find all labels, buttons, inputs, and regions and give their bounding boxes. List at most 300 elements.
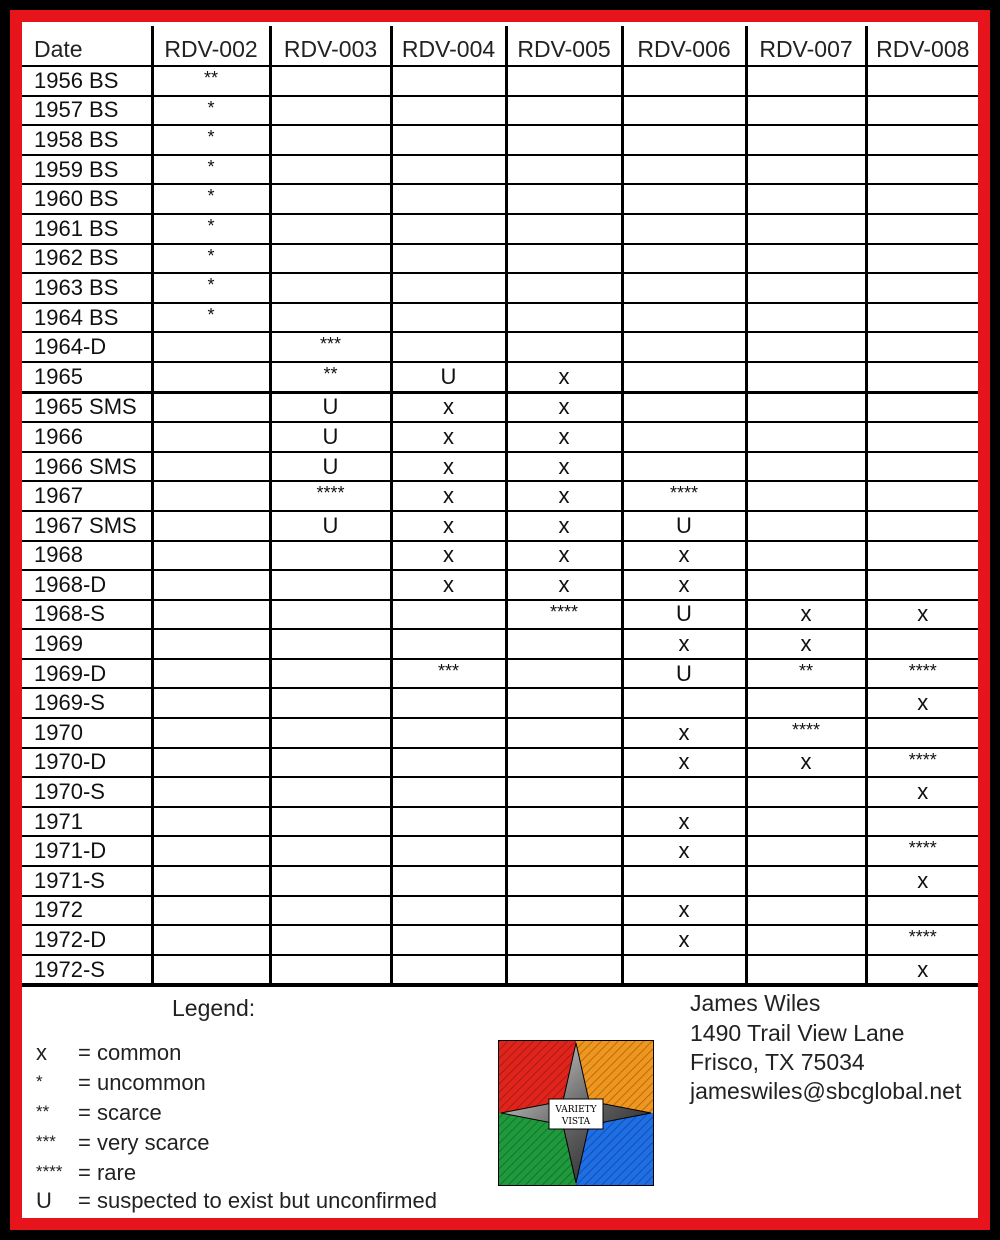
date-cell: 1972 bbox=[22, 896, 152, 926]
rarity-cell bbox=[506, 955, 622, 986]
table-row bbox=[22, 688, 978, 718]
table-row bbox=[22, 600, 978, 630]
contact-city: Frisco, TX 75034 bbox=[690, 1049, 865, 1075]
rarity-cell: x bbox=[622, 629, 746, 659]
rarity-cell bbox=[270, 925, 391, 955]
column-header-rdv-006: RDV-006 bbox=[622, 26, 746, 66]
rarity-cell bbox=[506, 688, 622, 718]
date-cell: 1967 bbox=[22, 481, 152, 511]
rarity-cell bbox=[270, 688, 391, 718]
rarity-cell bbox=[152, 362, 270, 392]
date-cell: 1971-D bbox=[22, 836, 152, 866]
date-cell: 1962 BS bbox=[22, 244, 152, 274]
rarity-cell: x bbox=[866, 777, 978, 807]
rarity-cell bbox=[622, 125, 746, 155]
rarity-cell bbox=[152, 748, 270, 778]
date-cell: 1964-D bbox=[22, 332, 152, 362]
date-cell: 1965 bbox=[22, 362, 152, 392]
column-header-rdv-002: RDV-002 bbox=[152, 26, 270, 66]
rarity-cell bbox=[746, 511, 866, 541]
rarity-cell: x bbox=[506, 392, 622, 422]
rarity-cell bbox=[866, 184, 978, 214]
rarity-cell bbox=[270, 896, 391, 926]
rarity-cell bbox=[622, 422, 746, 452]
rarity-cell bbox=[270, 96, 391, 126]
rarity-cell bbox=[391, 155, 506, 185]
rarity-cell: x bbox=[866, 688, 978, 718]
rarity-cell bbox=[391, 332, 506, 362]
table-row bbox=[22, 392, 978, 422]
date-cell: 1957 BS bbox=[22, 96, 152, 126]
table-row bbox=[22, 362, 978, 392]
rarity-cell bbox=[270, 600, 391, 630]
contact-street: 1490 Trail View Lane bbox=[690, 1020, 905, 1046]
table-row bbox=[22, 807, 978, 837]
logo-text-vista: VISTA bbox=[561, 1117, 591, 1127]
date-cell: 1970-D bbox=[22, 748, 152, 778]
table-row bbox=[22, 155, 978, 185]
rarity-cell: x bbox=[391, 570, 506, 600]
date-cell: 1970-S bbox=[22, 777, 152, 807]
rarity-cell: x bbox=[622, 836, 746, 866]
rarity-cell bbox=[391, 836, 506, 866]
rarity-cell bbox=[866, 511, 978, 541]
rarity-cell bbox=[270, 570, 391, 600]
rarity-cell bbox=[506, 273, 622, 303]
rarity-cell bbox=[622, 214, 746, 244]
legend-definition: = rare bbox=[78, 1160, 137, 1185]
rarity-cell bbox=[622, 96, 746, 126]
rarity-cell: **** bbox=[866, 836, 978, 866]
rarity-cell: U bbox=[270, 452, 391, 482]
rarity-cell bbox=[746, 125, 866, 155]
rarity-cell bbox=[866, 452, 978, 482]
rarity-cell bbox=[506, 244, 622, 274]
rarity-cell: U bbox=[270, 422, 391, 452]
rarity-cell bbox=[622, 777, 746, 807]
date-cell: 1960 BS bbox=[22, 184, 152, 214]
table-row bbox=[22, 184, 978, 214]
rarity-cell bbox=[506, 866, 622, 896]
rarity-cell: * bbox=[152, 244, 270, 274]
date-cell: 1961 BS bbox=[22, 214, 152, 244]
rarity-cell bbox=[391, 214, 506, 244]
rarity-cell bbox=[622, 866, 746, 896]
date-cell: 1958 BS bbox=[22, 125, 152, 155]
rarity-cell bbox=[270, 748, 391, 778]
rarity-cell bbox=[152, 570, 270, 600]
rarity-cell: x bbox=[866, 955, 978, 986]
date-cell: 1959 BS bbox=[22, 155, 152, 185]
column-header-rdv-008: RDV-008 bbox=[866, 26, 978, 66]
date-cell: 1969-D bbox=[22, 659, 152, 689]
rarity-cell bbox=[391, 244, 506, 274]
rarity-cell bbox=[391, 866, 506, 896]
date-cell: 1965 SMS bbox=[22, 392, 152, 422]
legend-definition: = scarce bbox=[78, 1100, 162, 1125]
rarity-cell bbox=[391, 273, 506, 303]
rarity-cell bbox=[866, 303, 978, 333]
rarity-cell bbox=[391, 955, 506, 986]
rarity-cell bbox=[152, 688, 270, 718]
rarity-cell bbox=[622, 392, 746, 422]
rarity-cell: **** bbox=[506, 600, 622, 630]
rarity-cell bbox=[746, 452, 866, 482]
rarity-cell: * bbox=[152, 125, 270, 155]
rarity-cell: U bbox=[622, 659, 746, 689]
rarity-cell: x bbox=[746, 748, 866, 778]
legend-definition: = suspected to exist but unconfirmed bbox=[78, 1188, 437, 1213]
rarity-cell: x bbox=[746, 629, 866, 659]
legend-definition: = common bbox=[78, 1040, 182, 1065]
rarity-cell: U bbox=[622, 600, 746, 630]
rarity-cell: * bbox=[152, 96, 270, 126]
rarity-cell bbox=[506, 66, 622, 96]
date-cell: 1956 BS bbox=[22, 66, 152, 96]
rarity-cell: x bbox=[622, 570, 746, 600]
rarity-cell: **** bbox=[622, 481, 746, 511]
rarity-cell bbox=[391, 718, 506, 748]
legend-symbol: *** bbox=[36, 1132, 56, 1151]
table-row bbox=[22, 511, 978, 541]
legend-definition: = uncommon bbox=[78, 1070, 206, 1095]
rarity-cell: **** bbox=[270, 481, 391, 511]
rarity-cell bbox=[270, 955, 391, 986]
date-cell: 1968 bbox=[22, 541, 152, 571]
rarity-cell: * bbox=[152, 273, 270, 303]
rarity-cell bbox=[622, 244, 746, 274]
rarity-cell: U bbox=[622, 511, 746, 541]
contact-name: James Wiles bbox=[690, 990, 821, 1016]
rarity-cell bbox=[746, 896, 866, 926]
rarity-cell bbox=[866, 807, 978, 837]
rarity-cell: x bbox=[866, 866, 978, 896]
rarity-cell bbox=[152, 777, 270, 807]
rarity-cell bbox=[391, 125, 506, 155]
rarity-cell: x bbox=[622, 896, 746, 926]
table-row bbox=[22, 481, 978, 511]
column-header-date: Date bbox=[22, 26, 152, 66]
rarity-cell bbox=[152, 332, 270, 362]
rarity-cell bbox=[152, 807, 270, 837]
rarity-cell bbox=[866, 392, 978, 422]
rarity-cell bbox=[152, 481, 270, 511]
rarity-cell bbox=[746, 214, 866, 244]
rarity-cell bbox=[506, 184, 622, 214]
rarity-cell: * bbox=[152, 303, 270, 333]
table-row bbox=[22, 273, 978, 303]
rarity-cell bbox=[270, 125, 391, 155]
legend-definition: = very scarce bbox=[78, 1130, 210, 1155]
rarity-cell bbox=[506, 777, 622, 807]
rarity-cell bbox=[270, 66, 391, 96]
date-cell: 1966 SMS bbox=[22, 452, 152, 482]
table-row bbox=[22, 748, 978, 778]
rarity-cell bbox=[152, 925, 270, 955]
legend-symbol: x bbox=[36, 1040, 47, 1065]
rarity-cell: x bbox=[391, 422, 506, 452]
table-body bbox=[22, 66, 978, 985]
table-row bbox=[22, 570, 978, 600]
rarity-cell bbox=[866, 214, 978, 244]
rarity-cell bbox=[270, 155, 391, 185]
date-cell: 1969-S bbox=[22, 688, 152, 718]
rarity-cell bbox=[746, 807, 866, 837]
table-row bbox=[22, 96, 978, 126]
table-row bbox=[22, 777, 978, 807]
rarity-cell bbox=[746, 688, 866, 718]
rarity-cell: x bbox=[506, 570, 622, 600]
rarity-cell: ** bbox=[270, 362, 391, 392]
legend-symbol: U bbox=[36, 1188, 52, 1213]
column-header-rdv-004: RDV-004 bbox=[391, 26, 506, 66]
table-header-row bbox=[22, 26, 978, 66]
rarity-cell bbox=[506, 807, 622, 837]
rarity-cell bbox=[152, 659, 270, 689]
date-cell: 1968-S bbox=[22, 600, 152, 630]
rarity-cell bbox=[270, 214, 391, 244]
rarity-cell bbox=[622, 452, 746, 482]
rarity-cell bbox=[152, 718, 270, 748]
rarity-cell bbox=[391, 303, 506, 333]
rarity-cell bbox=[391, 600, 506, 630]
rarity-cell: ** bbox=[746, 659, 866, 689]
rarity-cell bbox=[746, 155, 866, 185]
rarity-cell bbox=[866, 481, 978, 511]
rarity-cell bbox=[866, 541, 978, 571]
rarity-cell bbox=[746, 836, 866, 866]
table-row bbox=[22, 718, 978, 748]
rarity-cell bbox=[866, 96, 978, 126]
rarity-cell bbox=[622, 688, 746, 718]
table-row bbox=[22, 303, 978, 333]
rarity-cell bbox=[746, 392, 866, 422]
rarity-cell bbox=[506, 659, 622, 689]
rarity-cell bbox=[866, 155, 978, 185]
rarity-cell bbox=[270, 273, 391, 303]
rarity-cell: x bbox=[506, 452, 622, 482]
rarity-cell bbox=[270, 807, 391, 837]
rarity-cell: **** bbox=[746, 718, 866, 748]
table-row bbox=[22, 925, 978, 955]
rarity-cell bbox=[391, 807, 506, 837]
logo-text-variety: VARIETY bbox=[555, 1105, 597, 1115]
table-row bbox=[22, 214, 978, 244]
rarity-cell bbox=[152, 511, 270, 541]
rarity-cell bbox=[391, 896, 506, 926]
rarity-cell bbox=[506, 332, 622, 362]
rarity-cell bbox=[622, 155, 746, 185]
rarity-cell bbox=[506, 718, 622, 748]
rarity-cell bbox=[622, 362, 746, 392]
rarity-cell bbox=[746, 481, 866, 511]
rarity-cell bbox=[866, 718, 978, 748]
rarity-cell: * bbox=[152, 155, 270, 185]
rarity-cell bbox=[270, 244, 391, 274]
rarity-cell bbox=[746, 332, 866, 362]
rarity-cell bbox=[391, 777, 506, 807]
rarity-cell: U bbox=[391, 362, 506, 392]
table-row bbox=[22, 896, 978, 926]
rarity-cell bbox=[152, 422, 270, 452]
table-row bbox=[22, 66, 978, 96]
date-cell: 1972-S bbox=[22, 955, 152, 986]
rarity-cell bbox=[746, 184, 866, 214]
rarity-cell: x bbox=[506, 511, 622, 541]
date-cell: 1967 SMS bbox=[22, 511, 152, 541]
rarity-cell: x bbox=[866, 600, 978, 630]
table-row bbox=[22, 866, 978, 896]
legend-symbol: * bbox=[36, 1072, 43, 1091]
rarity-cell bbox=[270, 718, 391, 748]
date-cell: 1966 bbox=[22, 422, 152, 452]
rarity-cell bbox=[866, 273, 978, 303]
table-row bbox=[22, 659, 978, 689]
rarity-cell bbox=[152, 541, 270, 571]
rarity-cell: U bbox=[270, 511, 391, 541]
rarity-cell bbox=[866, 125, 978, 155]
date-cell: 1972-D bbox=[22, 925, 152, 955]
rarity-cell bbox=[622, 184, 746, 214]
rarity-cell: x bbox=[746, 600, 866, 630]
rarity-cell bbox=[622, 66, 746, 96]
rarity-cell bbox=[866, 422, 978, 452]
legend-symbol: **** bbox=[36, 1162, 63, 1181]
rarity-cell: U bbox=[270, 392, 391, 422]
rarity-cell bbox=[746, 303, 866, 333]
rarity-cell bbox=[152, 866, 270, 896]
rarity-cell bbox=[746, 570, 866, 600]
date-cell: 1971 bbox=[22, 807, 152, 837]
rarity-cell bbox=[746, 925, 866, 955]
date-cell: 1970 bbox=[22, 718, 152, 748]
column-header-rdv-005: RDV-005 bbox=[506, 26, 622, 66]
legend-title: Legend: bbox=[172, 995, 256, 1021]
rarity-cell bbox=[270, 777, 391, 807]
rarity-cell bbox=[622, 955, 746, 986]
table-row bbox=[22, 955, 978, 986]
rarity-cell bbox=[746, 422, 866, 452]
rarity-cell: x bbox=[622, 541, 746, 571]
table-row bbox=[22, 244, 978, 274]
rarity-cell bbox=[391, 96, 506, 126]
table-row bbox=[22, 332, 978, 362]
date-cell: 1971-S bbox=[22, 866, 152, 896]
rarity-cell bbox=[746, 866, 866, 896]
rarity-cell: x bbox=[391, 392, 506, 422]
date-cell: 1969 bbox=[22, 629, 152, 659]
rarity-cell: x bbox=[622, 748, 746, 778]
rarity-cell bbox=[391, 688, 506, 718]
table-row bbox=[22, 629, 978, 659]
rarity-cell: x bbox=[506, 362, 622, 392]
rarity-cell bbox=[270, 629, 391, 659]
rarity-cell: *** bbox=[391, 659, 506, 689]
rarity-cell: *** bbox=[270, 332, 391, 362]
rarity-cell bbox=[746, 244, 866, 274]
rarity-cell: **** bbox=[866, 659, 978, 689]
rarity-cell bbox=[866, 629, 978, 659]
variety-vista-logo bbox=[498, 1040, 654, 1186]
rarity-cell bbox=[866, 570, 978, 600]
rarity-cell bbox=[506, 896, 622, 926]
rarity-cell: x bbox=[391, 452, 506, 482]
rarity-cell bbox=[270, 836, 391, 866]
rarity-cell: * bbox=[152, 214, 270, 244]
rarity-cell bbox=[506, 925, 622, 955]
table-row bbox=[22, 422, 978, 452]
rarity-cell bbox=[506, 214, 622, 244]
column-header-rdv-007: RDV-007 bbox=[746, 26, 866, 66]
rarity-cell bbox=[506, 748, 622, 778]
table-row bbox=[22, 836, 978, 866]
date-cell: 1964 BS bbox=[22, 303, 152, 333]
rarity-cell bbox=[270, 184, 391, 214]
rarity-cell bbox=[866, 244, 978, 274]
rarity-cell: x bbox=[506, 541, 622, 571]
rarity-cell bbox=[866, 332, 978, 362]
rarity-cell bbox=[152, 896, 270, 926]
rarity-cell bbox=[270, 659, 391, 689]
rarity-cell bbox=[506, 303, 622, 333]
rarity-cell bbox=[866, 896, 978, 926]
rarity-cell bbox=[746, 777, 866, 807]
rarity-cell bbox=[746, 273, 866, 303]
rarity-cell bbox=[746, 66, 866, 96]
rarity-cell bbox=[391, 748, 506, 778]
rarity-cell bbox=[152, 600, 270, 630]
rarity-cell bbox=[152, 955, 270, 986]
variety-table bbox=[22, 26, 978, 987]
rarity-cell bbox=[506, 96, 622, 126]
rarity-cell bbox=[746, 362, 866, 392]
date-cell: 1963 BS bbox=[22, 273, 152, 303]
rarity-cell bbox=[746, 541, 866, 571]
legend-symbol: ** bbox=[36, 1102, 50, 1121]
rarity-cell: x bbox=[622, 807, 746, 837]
rarity-cell: x bbox=[506, 422, 622, 452]
rarity-cell bbox=[152, 452, 270, 482]
column-header-rdv-003: RDV-003 bbox=[270, 26, 391, 66]
contact-email: jameswiles@sbcglobal.net bbox=[690, 1078, 962, 1104]
rarity-cell: x bbox=[391, 481, 506, 511]
rarity-cell bbox=[866, 66, 978, 96]
rarity-cell bbox=[506, 836, 622, 866]
rarity-cell bbox=[152, 836, 270, 866]
rarity-cell: **** bbox=[866, 925, 978, 955]
rarity-cell: x bbox=[622, 718, 746, 748]
table-row bbox=[22, 452, 978, 482]
rarity-cell bbox=[152, 392, 270, 422]
rarity-cell bbox=[391, 629, 506, 659]
rarity-cell: **** bbox=[866, 748, 978, 778]
rarity-cell bbox=[152, 629, 270, 659]
rarity-cell bbox=[866, 362, 978, 392]
rarity-cell bbox=[391, 184, 506, 214]
rarity-cell bbox=[622, 332, 746, 362]
date-cell: 1968-D bbox=[22, 570, 152, 600]
rarity-cell: ** bbox=[152, 66, 270, 96]
rarity-cell bbox=[506, 125, 622, 155]
rarity-cell bbox=[270, 303, 391, 333]
rarity-cell: x bbox=[622, 925, 746, 955]
rarity-cell: x bbox=[391, 541, 506, 571]
rarity-cell bbox=[391, 66, 506, 96]
rarity-cell bbox=[622, 303, 746, 333]
rarity-cell: x bbox=[506, 481, 622, 511]
rarity-cell: x bbox=[391, 511, 506, 541]
rarity-cell bbox=[270, 866, 391, 896]
